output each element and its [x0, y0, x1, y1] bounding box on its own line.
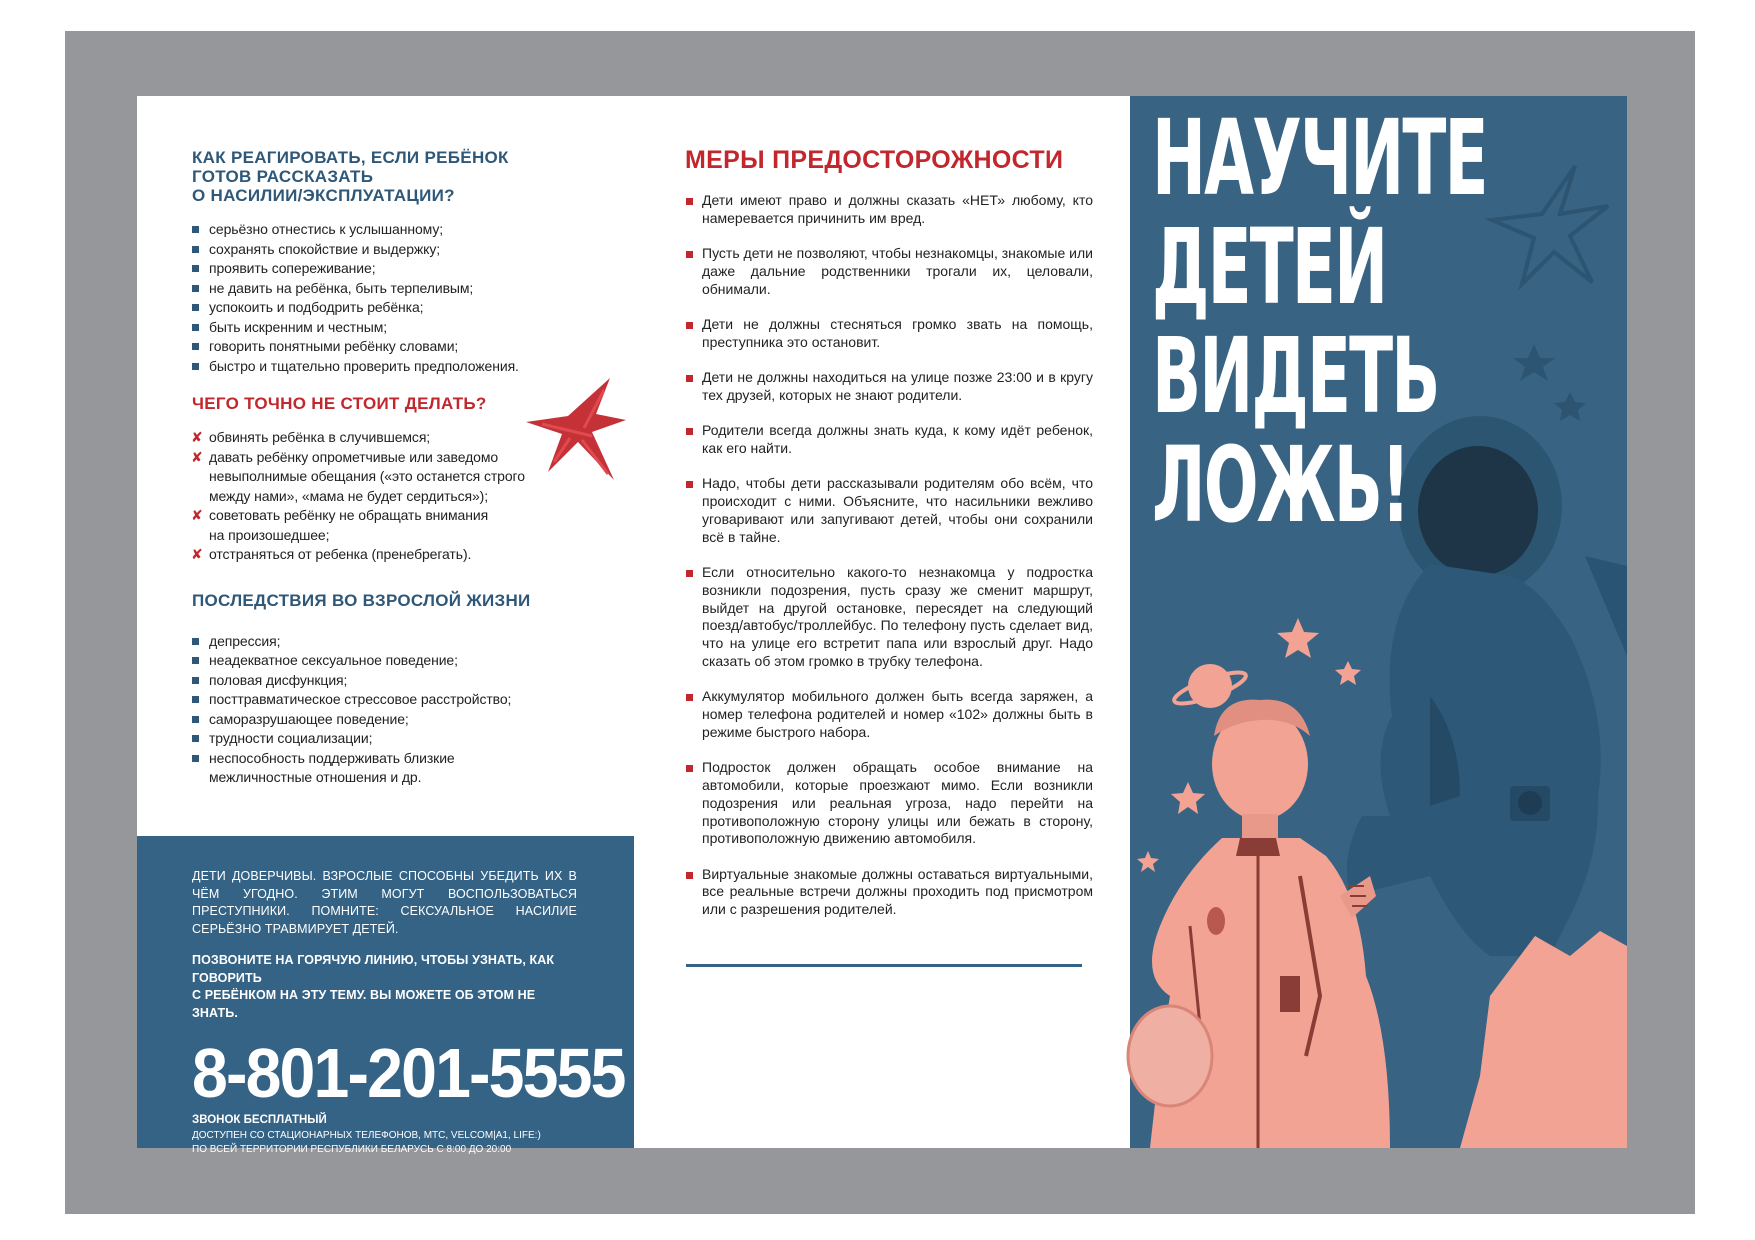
list-item-line: межличностные отношения и др. [209, 769, 422, 785]
brochure-sheet [137, 96, 1627, 1155]
list-item: Аккумулятор мобильного должен быть всегда заряжен, а номер телефона родителей и номер «102» должны быть в режиме быстрого набора. [686, 688, 1093, 741]
cross-icon: ✘ [191, 546, 203, 562]
dont-title: ЧЕГО ТОЧНО НЕ СТОИТ ДЕЛАТЬ? [192, 394, 487, 413]
list-item: сохранять спокойствие и выдержку; [192, 240, 612, 260]
call-text-line: С РЕБЁНКОМ НА ЭТУ ТЕМУ. ВЫ МОЖЕТЕ ОБ ЭТОМ НЕ ЗНАТЬ. [192, 988, 536, 1020]
availability-line: ДОСТУПЕН СО СТАЦИОНАРНЫХ ТЕЛЕФОНОВ, МТС, VELCOM|A1, LIFE:) [192, 1130, 541, 1141]
list-item [192, 749, 612, 788]
list-item-line: обвинять ребёнка в случившемся; [209, 429, 431, 445]
divider-rule [686, 964, 1082, 967]
list-item: Если относительно какого-то незнакомца у подростка возникли подозрения, пусть сразу же сменит маршрут, выйдет на другой остановке, пересядет на следующий поезд/автобус/троллейбус. По телефону пусть сделает вид, что на улице его встретит папа или взрослый друг. Надо сказать об этом громко в трубку телефона. [686, 564, 1093, 671]
pink-rock [1460, 931, 1627, 1148]
list-item: Виртуальные знакомые должны оставаться виртуальными, все реальные встречи должны проходить под присмотром или с разрешения родителей. [686, 866, 1093, 919]
list-item: посттравматическое стрессовое расстройство; [192, 690, 612, 710]
list-item [192, 545, 612, 565]
hotline-content [192, 868, 625, 1157]
list-item: половая дисфункция; [192, 671, 612, 691]
list-item-line: давать ребёнку опрометчивые или заведомо [209, 448, 499, 465]
headline-line: ВИДЕТЬ [1152, 315, 1439, 437]
list-item [192, 506, 612, 545]
star-icon [1554, 392, 1586, 421]
cover-panel [1130, 96, 1627, 1148]
list-item-line: на произошедшее; [209, 526, 330, 543]
list-item: саморазрушающее поведение; [192, 710, 612, 730]
list-item-line: отстраняться от ребенка (пренебрегать). [209, 546, 472, 562]
list-item: проявить сопереживание; [192, 259, 612, 279]
list-item: Родители всегда должны знать куда, к кому идёт ребенок, как его найти. [686, 422, 1093, 458]
warning-text: ДЕТИ ДОВЕРЧИВЫ. ВЗРОСЛЫЕ СПОСОБНЫ УБЕДИТЬ ИХ В ЧЁМ УГОДНО. ЭТИМ МОГУТ ВОСПОЛЬЗОВАТЬСЯ ПРЕСТУПНИКИ. ПОМНИТЕ: СЕКСУАЛЬНОЕ НАСИЛИЕ СЕРЬЁЗНО ТРАВМИРУЕТ ДЕТЕЙ. [192, 869, 577, 936]
cross-icon: ✘ [191, 448, 203, 465]
child-figure [1128, 700, 1390, 1148]
star-icon [1335, 661, 1361, 685]
list-item: Дети не должны находиться на улице позже 23:00 и в кругу тех друзей, которых не знают родители. [686, 369, 1093, 405]
list-item: быть искренним и честным; [192, 318, 612, 338]
cover-headline [1152, 97, 1487, 546]
headline-line: НАУЧИТЕ [1152, 97, 1487, 219]
call-text-line: ПОЗВОНИТЕ НА ГОРЯЧУЮ ЛИНИЮ, ЧТОБЫ УЗНАТЬ, КАК ГОВОРИТЬ [192, 953, 555, 985]
headline-line: ДЕТЕЙ [1152, 206, 1387, 328]
star-icon [1277, 618, 1319, 658]
list-item: Дети не должны стесняться громко звать на помощь, преступника это остановит. [686, 316, 1093, 352]
hotline-box [137, 836, 634, 1155]
middle-panel-content [686, 146, 1093, 937]
precautions-title: МЕРЫ ПРЕДОСТОРОЖНОСТИ [685, 146, 1064, 174]
headline-line: ЛОЖЬ! [1152, 424, 1409, 546]
list-item-line: между нами», «мама не будет сердиться»); [209, 487, 489, 504]
list-item-line: советовать ребёнку не обращать внимания [209, 507, 489, 523]
middle-panel [634, 96, 1130, 1148]
react-title-line: ГОТОВ РАССКАЗАТЬ [192, 167, 374, 186]
list-item: депрессия; [192, 632, 612, 652]
list-item: Подросток должен обращать особое внимание на автомобили, которые проезжают мимо. Если возникли подозрения или реальная угроза, надо перейти на противоположную сторону улицы или бежать в сторону, противоположную движению автомобиля. [686, 759, 1093, 848]
list-item: Дети имеют право и должны сказать «НЕТ» любому, кто намеревается причинить им вред. [686, 192, 1093, 228]
cross-icon: ✘ [191, 429, 203, 445]
list-item: трудности социализации; [192, 729, 612, 749]
availability-note [192, 1129, 577, 1157]
react-title [192, 148, 612, 205]
availability-line: ПО ВСЕЙ ТЕРРИТОРИИ РЕСПУБЛИКИ БЕЛАРУСЬ С 8:00 ДО 20:00 [192, 1144, 512, 1155]
left-panel [137, 96, 634, 1155]
hotline-phone: 8-801-201-5555 [192, 1034, 625, 1112]
list-item: успокоить и подбодрить ребёнка; [192, 298, 612, 318]
star-icon [1171, 782, 1205, 814]
list-item: говорить понятными ребёнку словами; [192, 337, 612, 357]
list-item: Надо, чтобы дети рассказывали родителям обо всём, что происходит с ними. Объясните, что насильники вежливо уговаривают или запугивают детей, чтобы они сохранили всё в тайне. [686, 475, 1093, 546]
list-item: серьёзно отнестись к услышанному; [192, 220, 612, 240]
list-item-line: неспособность поддерживать близкие [209, 749, 455, 766]
cross-icon: ✘ [191, 507, 203, 523]
red-cross-icon [522, 376, 632, 491]
react-title-line: О НАСИЛИИ/ЭКСПЛУАТАЦИИ? [192, 186, 455, 205]
list-item-line: невыполнимые обещания («это останется строго [209, 468, 525, 484]
star-icon [1513, 344, 1555, 381]
star-outline-icon [1492, 166, 1608, 284]
react-title-line: КАК РЕАГИРОВАТЬ, ЕСЛИ РЕБЁНОК [192, 148, 509, 167]
free-call-label: ЗВОНОК БЕСПЛАТНЫЙ [192, 1114, 327, 1126]
consequences-list [192, 632, 612, 788]
react-list [192, 220, 612, 376]
call-text [192, 952, 577, 1022]
list-item: не давить на ребёнка, быть терпеливым; [192, 279, 612, 299]
list-item: быстро и тщательно проверить предположения. [192, 357, 612, 377]
list-item: неадекватное сексуальное поведение; [192, 651, 612, 671]
star-icon [1137, 851, 1159, 872]
list-item: Пусть дети не позволяют, чтобы незнакомцы, знакомые или даже дальние родственники трогали их, целовали, обнимали. [686, 245, 1093, 298]
consequences-title: ПОСЛЕДСТВИЯ ВО ВЗРОСЛОЙ ЖИЗНИ [192, 590, 531, 610]
precautions-list [686, 192, 1093, 919]
